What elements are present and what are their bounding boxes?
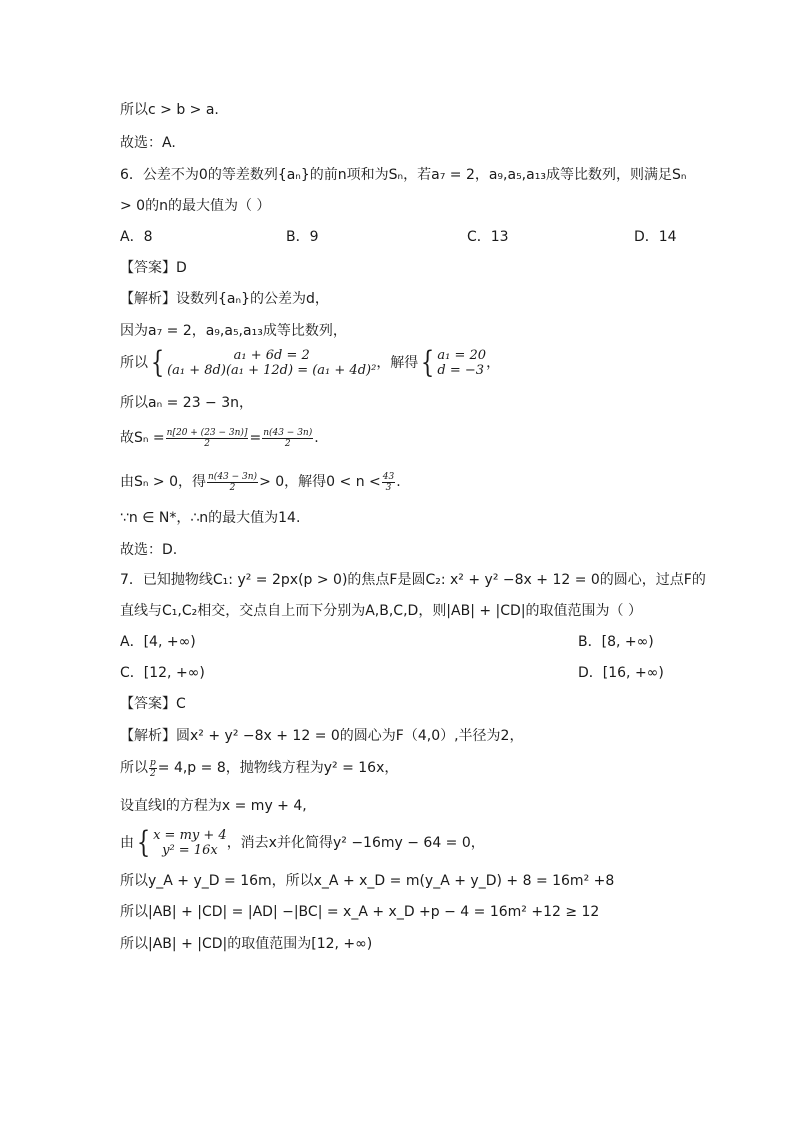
q6-frac3-numerator: n(43 − 3n) xyxy=(208,471,258,482)
q6-sol5-eq: = xyxy=(249,430,262,446)
q6-option-a: A．8 xyxy=(120,229,153,245)
q6-option-c: C．13 xyxy=(467,229,509,245)
q7-frac-denominator: 2 xyxy=(150,768,156,779)
q7-option-c: C．[12, +∞) xyxy=(120,665,205,681)
q6-option-b: B．9 xyxy=(286,229,319,245)
q6-option-d: D．14 xyxy=(634,229,677,245)
q6-frac1-denominator: 2 xyxy=(204,438,210,449)
q6-answer: 【答案】D xyxy=(120,260,187,276)
q6-solution-line-3 xyxy=(120,343,500,383)
q6-sol3-mid: ，解得 xyxy=(376,355,419,371)
q6-frac1-numerator: n[20 + (23 − 3n)] xyxy=(166,427,248,438)
q7-fraction-p-over-2 xyxy=(149,758,157,779)
q6-sol5-post: . xyxy=(314,430,319,446)
q6-equation-system-2 xyxy=(418,343,486,383)
q6-fraction-1 xyxy=(166,428,249,449)
q7-solution-line-1: 【解析】圆x² + y² −8x + 12 = 0的圆心为F（4,0）,半径为2， xyxy=(120,728,524,744)
q6-sol5-pre: 故Sₙ = xyxy=(120,430,165,446)
q6-sys1-row-2: (a₁ + 8d)(a₁ + 12d) = (a₁ + 4d)² xyxy=(167,363,377,378)
q6-solution-line-8: 故选：D. xyxy=(120,542,178,558)
q7-option-a: A．[4, +∞) xyxy=(120,634,196,650)
q7-answer: 【答案】C xyxy=(120,696,186,712)
q6-sol3-pre: 所以 xyxy=(120,355,148,371)
left-brace-icon: { xyxy=(136,825,151,860)
q7-solution-line-3: 设直线l的方程为x = my + 4, xyxy=(120,798,307,814)
q6-sys2-row-1: a₁ = 20 xyxy=(437,348,487,363)
q6-fraction-3 xyxy=(207,472,258,493)
q7-stem-line-1: 7．已知抛物线C₁: y² = 2px(p > 0)的焦点F是圆C₂: x² + y² −8x + 12 = 0的圆心，过点F的 xyxy=(120,572,706,588)
q7-solution-line-5: 所以y_A + y_D = 16m，所以x_A + x_D = m(y_A + y_D) + 8 = 16m² +8 xyxy=(120,873,615,889)
q7-sys-row-1: x = my + 4 xyxy=(153,828,227,843)
q7-stem-line-2: 直线与C₁,C₂相交，交点自上而下分别为A,B,C,D，则|AB| + |CD|的取值范围为（ ） xyxy=(120,603,642,619)
q7-solution-line-6: 所以|AB| + |CD| = |AD| −|BC| = x_A + x_D +p − 4 = 16m² +12 ≥ 12 xyxy=(120,904,600,920)
q7-sys-row-2: y² = 16x xyxy=(162,843,218,858)
q6-solution-line-1: 【解析】设数列{aₙ}的公差为d， xyxy=(120,291,329,307)
q7-option-b: B．[8, +∞) xyxy=(578,634,654,650)
left-brace-icon: { xyxy=(421,345,435,380)
q6-sys2-row-2: d = −3 xyxy=(437,363,485,378)
q7-frac-numerator: p xyxy=(150,757,156,768)
q6-sys1-row-1: a₁ + 6d = 2 xyxy=(233,348,310,363)
q7-sol2-pre: 所以 xyxy=(120,760,148,776)
q7-solution-line-4 xyxy=(120,823,485,863)
q7-option-d: D．[16, +∞) xyxy=(578,665,664,681)
q6-sol6-pre: 由Sₙ > 0，得 xyxy=(120,474,207,490)
q6-solution-line-4: 所以aₙ = 23 − 3n， xyxy=(120,395,254,411)
q6-solution-line-5 xyxy=(120,424,319,452)
q6-frac4-numerator: 43 xyxy=(382,471,395,482)
q7-sol4-pre: 由 xyxy=(120,835,134,851)
q6-stem-line-1: 6．公差不为0的等差数列{aₙ}的前n项和为Sₙ，若a₇ = 2，a₉,a₅,a₁₃成等比数列，则满足Sₙ xyxy=(120,167,687,183)
conclusion-line: 所以c > b > a. xyxy=(120,102,219,118)
q7-solution-line-2 xyxy=(120,754,398,782)
q6-frac2-denominator: 2 xyxy=(284,438,291,449)
q6-fraction-4 xyxy=(382,472,395,493)
q6-frac2-numerator: n(43 − 3n) xyxy=(263,427,313,438)
q6-sol6-mid: > 0，解得0 < n < xyxy=(259,474,381,490)
q6-sol3-post: ， xyxy=(486,355,501,371)
q6-solution-line-7: ∵n ∈ N*，∴n的最大值为14. xyxy=(120,510,301,526)
prev-answer-choice: 故选：A. xyxy=(120,135,176,151)
q7-equation-system xyxy=(134,823,227,863)
q6-equation-system-1 xyxy=(148,343,376,383)
left-brace-icon: { xyxy=(150,345,165,380)
q6-solution-line-2: 因为a₇ = 2，a₉,a₅,a₁₃成等比数列， xyxy=(120,323,347,339)
q7-sol4-post: ，消去x并化简得y² −16my − 64 = 0， xyxy=(226,835,485,851)
q6-frac3-denominator: 2 xyxy=(229,482,236,493)
q7-solution-line-7: 所以|AB| + |CD|的取值范围为[12, +∞) xyxy=(120,936,373,952)
q6-stem-line-2: > 0的n的最大值为（ ） xyxy=(120,198,271,214)
q6-frac4-denominator: 3 xyxy=(385,482,392,493)
q7-sol2-post: = 4,p = 8，抛物线方程为y² = 16x， xyxy=(157,760,399,776)
q6-fraction-2 xyxy=(262,428,313,449)
q6-solution-line-6 xyxy=(120,468,401,496)
q6-sol6-post: . xyxy=(396,474,401,490)
